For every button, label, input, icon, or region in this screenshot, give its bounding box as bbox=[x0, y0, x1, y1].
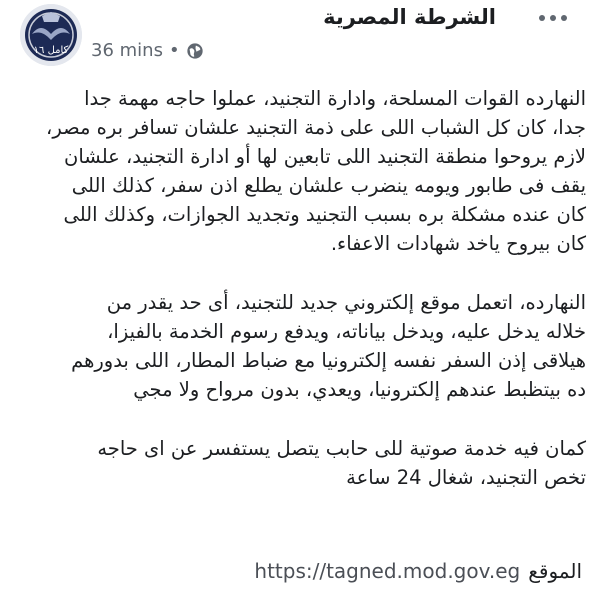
globe-icon bbox=[186, 42, 204, 60]
post-header bbox=[0, 0, 603, 78]
text-line: يقف فى طابور ويومه ينضرب علشان يطلع اذن سفر، كذلك اللى bbox=[71, 174, 586, 197]
text-line: لازم يروحوا منطقة التجنيد اللى تابعين لها أو ادارة التجنيد، علشان bbox=[64, 145, 586, 168]
text-line: تخص التجنيد، شغال 24 ساعة bbox=[346, 466, 586, 489]
page-avatar[interactable] bbox=[20, 4, 82, 66]
more-options-button[interactable] bbox=[538, 2, 568, 28]
text-line: النهارده، اتعمل موقع إلكتروني جديد للتجنيد، أى حد يقدر من bbox=[106, 291, 586, 314]
police-emblem-icon bbox=[20, 4, 82, 66]
text-line: ده بيتظبط عندهم إلكترونيا، ويعدي، بدون مرواح ولا مجي bbox=[133, 378, 586, 401]
paragraph bbox=[12, 84, 586, 258]
page-name[interactable]: الشرطة المصرية bbox=[323, 5, 496, 29]
svg-text:ﻛﺎﻣﻞ ١٦: ﻛﺎﻣﻞ ١٦ bbox=[33, 45, 69, 56]
paragraph bbox=[12, 288, 586, 404]
text-line: النهارده القوات المسلحة، وادارة التجنيد، عملوا حاجه مهمة جدا bbox=[84, 87, 586, 110]
post-meta bbox=[91, 40, 204, 61]
more-horizontal-icon bbox=[538, 13, 568, 23]
paragraph bbox=[12, 434, 586, 492]
text-line: جدا، كان كل الشباب اللى على ذمة التجنيد علشان تسافر بره مصر، bbox=[46, 116, 586, 139]
meta-separator: • bbox=[168, 40, 180, 61]
site-link[interactable]: https://tagned.mod.gov.eg bbox=[254, 559, 521, 583]
text-line: كمان فيه خدمة صوتية للى حابب يتصل يستفسر عن اى حاجه bbox=[97, 437, 586, 460]
text-line: خلاله يدخل عليه، ويدخل بياناته، ويدفع رسوم الخدمة بالفيزا، bbox=[107, 320, 586, 343]
site-link-row bbox=[254, 556, 582, 586]
post-time[interactable]: 36 mins bbox=[91, 40, 163, 61]
site-label: الموقع bbox=[528, 559, 582, 583]
text-line: كان بيروح ياخد شهادات الاعفاء. bbox=[330, 232, 586, 255]
text-line: كان عنده مشكلة بره بسبب التجنيد وتجديد الجوازات، وكذلك اللى bbox=[63, 203, 586, 226]
text-line: هيلاقى إذن السفر نفسه إلكترونيا مع ضباط المطار، اللى بدورهم bbox=[71, 349, 586, 372]
post-body bbox=[12, 84, 586, 522]
